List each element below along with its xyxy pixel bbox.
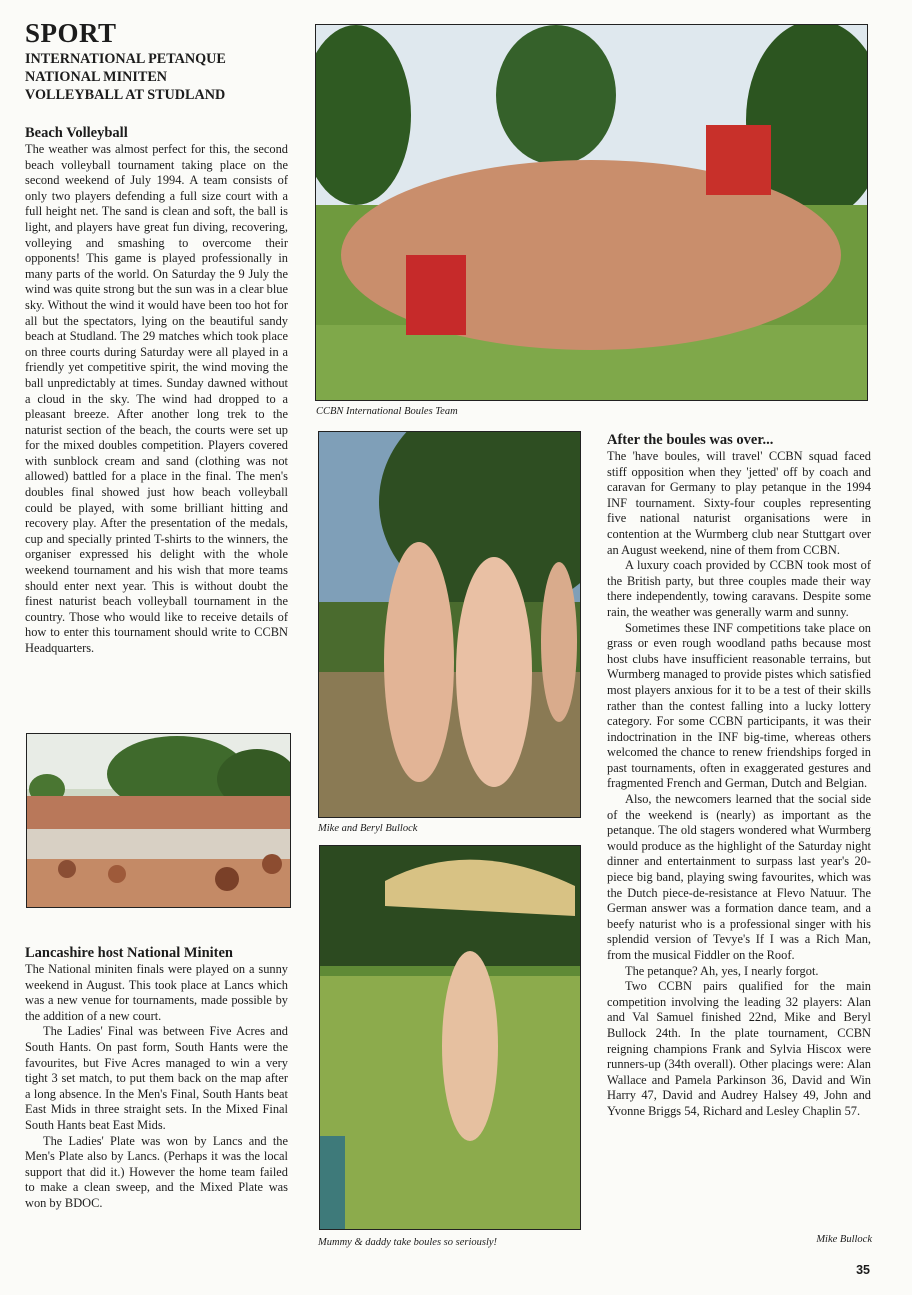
volleyball-crowd-photo: [26, 733, 291, 908]
boules-paragraph-3: Sometimes these INF competitions take place on grass or even rough woodland paths because most host clubs have insufficient reasonable terrains, but Wurmberg managed to provide pistes which satisfied most players anxious for it to be a test of their skills rather than the contest falling into a lucky lottery category. For some CCBN participants, it was their indoctrination in the INF big-time, whereas others welcomed the chance to renew friendships forged in past tournaments, often in exaggerated gestures and fragmented French and German, Dutch and Belgian.: [607, 620, 871, 791]
subhead-petanque: INTERNATIONAL PETANQUE: [25, 51, 226, 67]
boules-heading: After the boules was over...: [607, 432, 774, 448]
beach-volleyball-heading: Beach Volleyball: [25, 125, 128, 141]
miniten-paragraph-1: The National miniten finals were played on a sunny weekend in August. This took place at Lancs which was a new venue for tournaments, made possible by the addition of a new court.: [25, 962, 288, 1023]
couple-photo-caption: Mike and Beryl Bullock: [318, 823, 418, 834]
miniten-article: [25, 962, 288, 1212]
subhead-volleyball: VOLLEYBALL AT STUDLAND: [25, 87, 226, 103]
boules-paragraph-5: The petanque? Ah, yes, I nearly forgot.: [625, 963, 819, 978]
boules-paragraph-1: The 'have boules, will travel' CCBN squad faced stiff opposition when they 'jetted' off by coach and caravan for Germany to play petanque in the 1994 INF tournament. Sixty-four couples representing five national naturist organisations were in contention at the Wurmberg club near Stuttgart over an August weekend, nine of them from CCBN.: [607, 449, 871, 557]
boules-paragraph-6: Two CCBN pairs qualified for the main competition involving the leading 32 players: Alan and Val Samuel finished 22nd, Mike and Beryl Bullock 24th. In the plate tournament, CCBN reigning champions Frank and Sylvia Hiscox were runners-up (34th overall). Other placings were: Alan Wallace and Pamela Parkinson 36, David and Win Harry 47, David and Audrey Halsey 49, John and Yvonne Briggs 54, Richard and Lesley Chaplin 57.: [607, 979, 871, 1118]
child-photo-caption: Mummy & daddy take boules so seriously!: [318, 1237, 498, 1248]
page-number: 35: [856, 1263, 870, 1277]
child-photo: [319, 845, 581, 1230]
beach-volleyball-body: The weather was almost perfect for this, the second beach volleyball tournament taking place on the second weekend of July 1994. A team consists of only two players defending a full size court with a full height net. The sand is clean and soft, the ball is light, and players have great fun diving, recovering, volleying and smashing to overcome their opponents! This game is played professionally in many parts of the world. On Saturday the 9 July the wind was quite strong but the sun was in a clear blue sky. Without the wind it would have been too hot for all but the spectators, lying on the beautiful sandy beach at Studland. The 29 matches which took place on three courts during Saturday were all played in a friendly yet competitive spirit, the wind moving the ball unpredictably at times. Sunday dawned without a cloud in the sky. The wind had dropped to a pleasant breeze. After another long trek to the naturist section of the beach, the courts were set up for the mixed doubles competition. Players covered with sunblock cream and sand (clothing was not allowed) battled for a place in the final. The men's doubles final showed just how beach volleyball could be played, with some brilliant hitting and recovery play. After the presentation of the medals, cup and specially printed T-shirts to the winners, the organiser expressed his delight with the whole weekend tournament and his wish that more teams should enter next year. This is without doubt the finest naturist beach volleyball tournament in the country. Those who would like to receive details of how to enter this tournament should write to CCBN Headquarters.: [25, 142, 288, 655]
miniten-heading: Lancashire host National Miniten: [25, 945, 233, 961]
couple-photo: [318, 431, 581, 818]
boules-paragraph-4: Also, the newcomers learned that the social side of the weekend is (nearly) as important as the petanque. The old stagers wondered what Wurmberg would produce as the highlight of the Saturday night dinner and entertainment to surpass last year's 20-piece big band, playing swing favourites, which was the Dutch piece-de-resistance at Flevo Natuur. The German answer was a formation dance team, and a beefy naturist who is a professional singer with his splendid version of Tevye's If I was a Rich Man, from the musical Fiddler on the Roof.: [607, 792, 871, 962]
miniten-paragraph-2: The Ladies' Final was between Five Acres and South Hants. On past form, South Hants were the favourites, but Five Acres managed to win a very tight 3 set match, to put them back on the map after a long absence. In the Men's Final, South Hants beat East Mids in three straight sets. In the Mixed Final South Hants beat East Mids.: [25, 1024, 288, 1132]
boules-team-photo: [315, 24, 868, 401]
section-title: SPORT: [25, 18, 117, 48]
byline: Mike Bullock: [816, 1234, 872, 1245]
beach-volleyball-article: [25, 142, 288, 657]
miniten-paragraph-3: The Ladies' Plate was won by Lancs and the Men's Plate also by Lancs. (Perhaps it was the local support that did it.) However the home team failed to make a clean sweep, and the Mixed Plate was won by BDOC.: [25, 1133, 288, 1210]
subhead-miniten: NATIONAL MINITEN: [25, 69, 168, 85]
boules-paragraph-2: A luxury coach provided by CCBN took most of the British party, but three couples made their way there independently, towing caravans. Despite some rain, the weather was generally warm and sunny.: [607, 558, 871, 619]
boules-article: [607, 449, 871, 1120]
team-photo-caption: CCBN International Boules Team: [316, 406, 458, 417]
